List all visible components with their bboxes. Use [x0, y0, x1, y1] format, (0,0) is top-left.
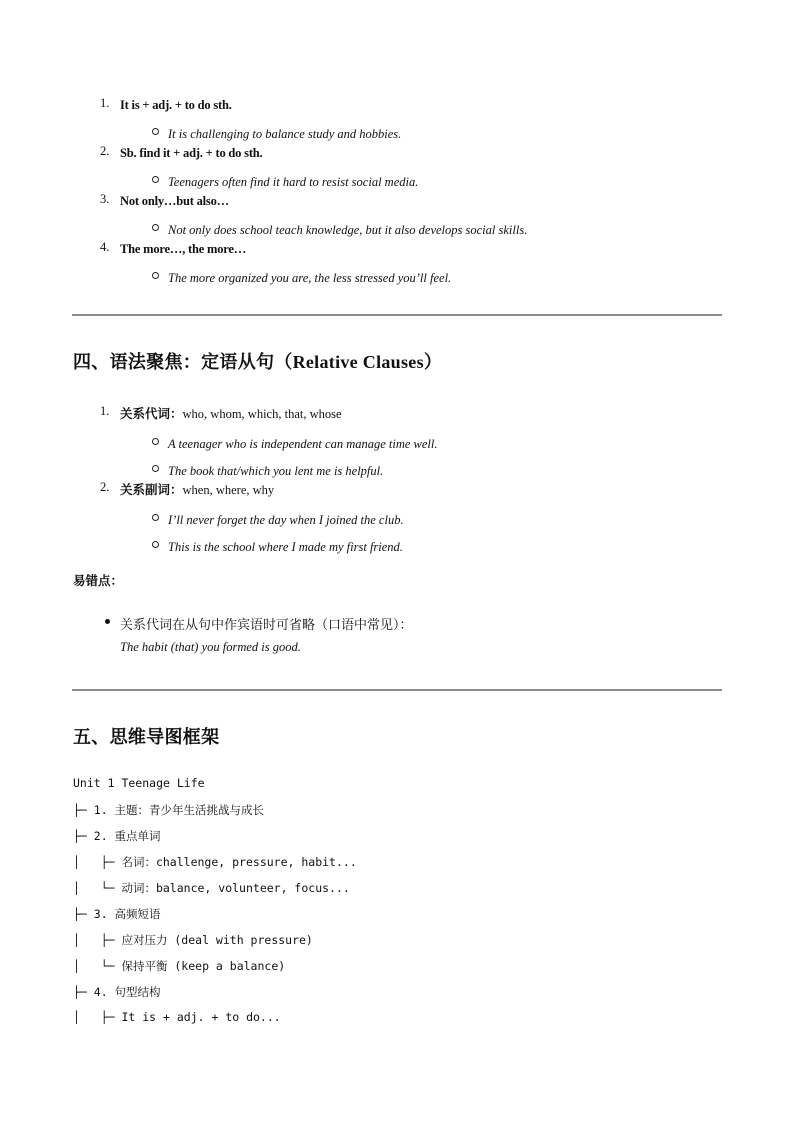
tree-line: │ ├─ It is + adj. + to do...	[73, 1010, 281, 1024]
example-line	[0, 221, 794, 239]
example-sentence: Not only does school teach knowledge, but it also develops social skills.	[168, 223, 528, 237]
section-divider	[72, 689, 722, 691]
tree-line: Unit 1 Teenage Life	[73, 776, 205, 790]
sentence-pattern-list	[0, 96, 794, 288]
relative-label: 关系代词：	[120, 407, 183, 421]
example-line	[0, 269, 794, 287]
example-line	[0, 462, 794, 480]
pitfall-label: 易错点：	[73, 574, 124, 588]
relative-words: when, where, why	[182, 483, 275, 497]
relative-label: 关系副词：	[120, 483, 183, 497]
tree-line: ├─ 2. 重点单词	[73, 829, 161, 843]
pitfall-item: 关系代词在从句中作宾语时可省略（口语中常见）：	[120, 617, 413, 632]
pattern-item	[0, 240, 794, 288]
circle-bullet-icon	[152, 176, 159, 183]
circle-bullet-icon	[152, 224, 159, 231]
tree-line: ├─ 3. 高频短语	[73, 907, 161, 921]
example-sentence: This is the school where I made my first friend.	[168, 540, 403, 554]
item-number: 3.	[100, 192, 110, 206]
tree-line: │ └─ 保持平衡 (keep a balance)	[73, 959, 286, 973]
pitfall-example: The habit (that) you formed is good.	[120, 640, 301, 654]
example-sentence: A teenager who is independent can manage time well.	[168, 437, 438, 451]
example-sentence: The more organized you are, the less stressed you’ll feel.	[168, 271, 452, 285]
tree-line: ├─ 1. 主题：青少年生活挑战与成长	[73, 803, 265, 817]
example-sentence: I’ll never forget the day when I joined the club.	[168, 513, 404, 527]
section-divider	[72, 314, 722, 316]
pattern-item	[0, 96, 794, 144]
circle-bullet-icon	[152, 541, 159, 548]
item-number: 4.	[100, 240, 110, 254]
circle-bullet-icon	[152, 128, 159, 135]
example-sentence: It is challenging to balance study and hobbies.	[168, 127, 402, 141]
relative-clause-list	[0, 404, 794, 556]
section-heading-grammar: 四、语法聚焦：定语从句（Relative Clauses）	[73, 352, 443, 372]
circle-bullet-icon	[152, 438, 159, 445]
example-sentence: Teenagers often find it hard to resist social media.	[168, 175, 419, 189]
relative-words: who, whom, which, that, whose	[182, 407, 342, 421]
tree-line: │ ├─ 名词：challenge, pressure, habit...	[73, 855, 357, 869]
example-line	[0, 173, 794, 191]
pattern-title: The more…, the more…	[120, 242, 247, 256]
circle-bullet-icon	[152, 514, 159, 521]
bullet-icon	[105, 619, 110, 624]
tree-line: ├─ 4. 句型结构	[73, 985, 161, 999]
example-line	[0, 511, 794, 529]
pattern-item	[0, 144, 794, 192]
pattern-title: It is + adj. + to do sth.	[120, 98, 232, 112]
example-line	[0, 435, 794, 453]
mind-map-tree	[73, 776, 357, 1036]
section-heading-mindmap: 五、思维导图框架	[73, 727, 220, 747]
pattern-title: Sb. find it + adj. + to do sth.	[120, 146, 263, 160]
circle-bullet-icon	[152, 465, 159, 472]
tree-line: │ └─ 动词：balance, volunteer, focus...	[73, 881, 350, 895]
relative-item	[0, 480, 794, 556]
example-line	[0, 538, 794, 556]
example-sentence: The book that/which you lent me is helpful.	[168, 464, 384, 478]
tree-line: │ ├─ 应对压力 (deal with pressure)	[73, 933, 313, 947]
pattern-item	[0, 192, 794, 240]
item-number: 2.	[100, 480, 110, 494]
pattern-title: Not only…but also…	[120, 194, 229, 208]
item-number: 2.	[100, 144, 110, 158]
item-number: 1.	[100, 404, 110, 418]
example-line	[0, 125, 794, 143]
relative-item	[0, 404, 794, 480]
item-number: 1.	[100, 96, 110, 110]
circle-bullet-icon	[152, 272, 159, 279]
